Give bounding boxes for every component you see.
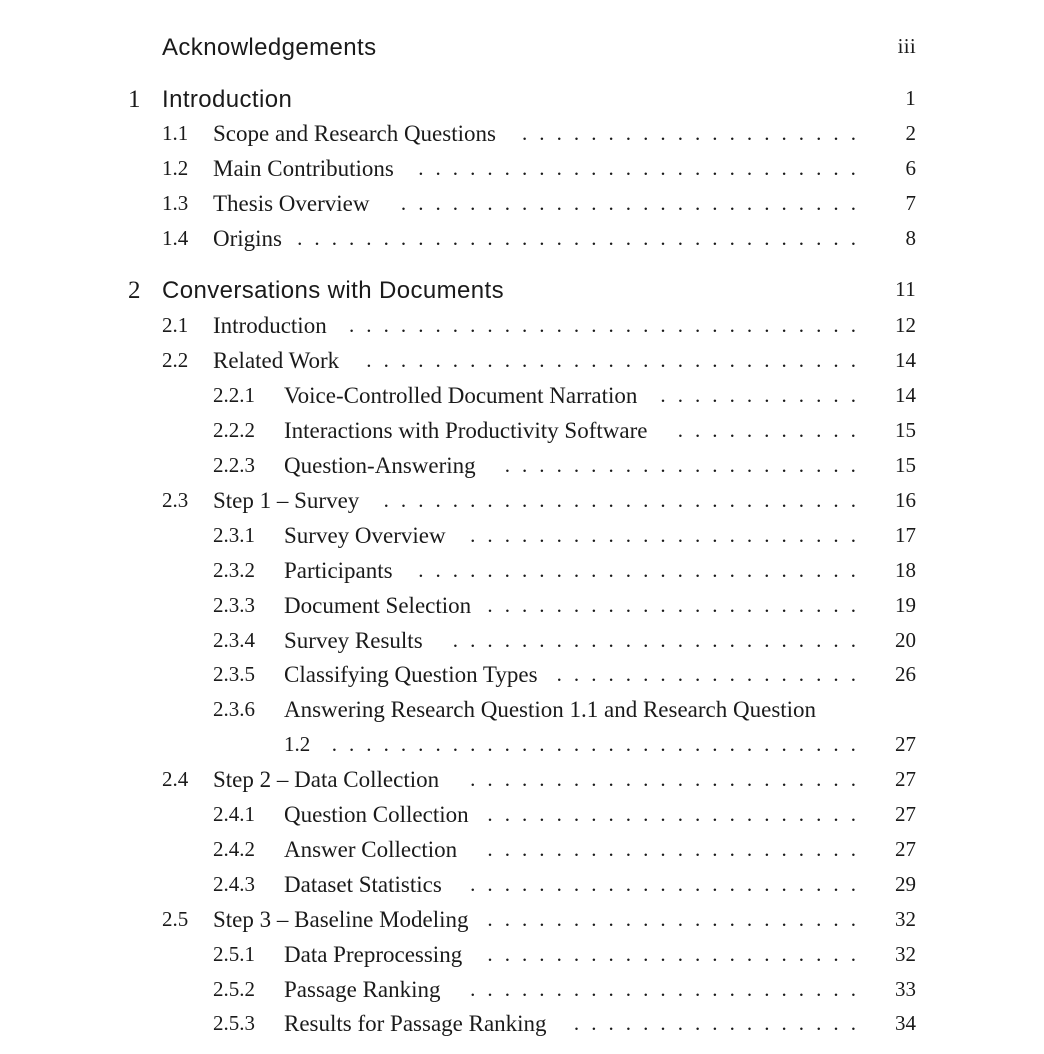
toc-entry-title: Introduction: [162, 86, 293, 113]
toc-section-entry[interactable]: [0, 156, 1044, 188]
toc-subsection-entry[interactable]: [0, 1011, 1044, 1043]
toc-subsection-entry[interactable]: [0, 802, 1044, 834]
toc-entry-page-number: 14: [895, 348, 916, 372]
toc-entry-number: 2.4.3: [213, 872, 255, 896]
toc-section-entry[interactable]: [0, 348, 1044, 380]
toc-dot-leader: ............................: [383, 488, 868, 512]
toc-entry-title: Passage Ranking: [284, 977, 441, 1002]
toc-dot-leader: ......................: [487, 907, 868, 931]
toc-entry-page-number: 29: [895, 872, 916, 896]
toc-entry-page-number: 33: [895, 977, 916, 1001]
toc-entry-number: 2.2.3: [213, 453, 255, 477]
toc-entry-page-number: 15: [895, 453, 916, 477]
toc-dot-leader: .................: [573, 1011, 868, 1035]
toc-entry-page-number: 19: [895, 593, 916, 617]
toc-entry-page-number: 32: [895, 942, 916, 966]
toc-entry-title: Conversations with Documents: [162, 277, 505, 304]
toc-entry-title: Survey Results: [284, 628, 423, 653]
toc-entry-title: Introduction: [213, 313, 327, 338]
toc-entry-number: 2.4.1: [213, 802, 255, 826]
toc-entry-title: Voice-Controlled Document Narration: [284, 383, 638, 408]
toc-dot-leader: ......................: [487, 802, 868, 826]
toc-entry-number: 2.2.1: [213, 383, 255, 407]
toc-subsection-entry[interactable]: [0, 977, 1044, 1009]
toc-dot-leader: ........................: [452, 628, 868, 652]
toc-entry-number: 1.3: [162, 191, 189, 215]
toc-dot-leader: ..............................: [349, 313, 868, 337]
toc-entry-page-number: 6: [905, 156, 916, 180]
toc-dot-leader: ...........: [677, 418, 868, 442]
toc-dot-leader: .......................: [470, 872, 868, 896]
toc-section-entry[interactable]: [0, 121, 1044, 153]
toc-entry-page-number: 26: [895, 662, 916, 686]
toc-dot-leader: ......................: [487, 837, 868, 861]
toc-entry-number: 2.4.2: [213, 837, 255, 861]
toc-entry-title: Related Work: [213, 348, 340, 373]
toc-dot-leader: ......................: [487, 942, 868, 966]
toc-entry-title: Data Preprocessing: [284, 942, 463, 967]
toc-subsection-entry[interactable]: [0, 383, 1044, 415]
toc-entry-title: Dataset Statistics: [284, 872, 442, 897]
toc-entry-title: Question-Answering: [284, 453, 476, 478]
toc-entry-page-number: 32: [895, 907, 916, 931]
toc-section-entry[interactable]: [0, 191, 1044, 223]
toc-entry-page-number: 15: [895, 418, 916, 442]
toc-entry-page-number: iii: [897, 34, 916, 58]
toc-entry-number: 2.5.1: [213, 942, 255, 966]
toc-entry-number: 2.5.3: [213, 1011, 255, 1035]
toc-entry-title: Answering Research Question 1.1 and Research Question: [284, 697, 817, 722]
toc-entry-number: 2.3: [162, 488, 189, 512]
toc-entry-number: 2.1: [162, 313, 189, 337]
toc-entry-page-number: 1: [905, 86, 916, 110]
toc-dot-leader: ....................: [522, 121, 868, 145]
toc-subsection-entry[interactable]: [0, 523, 1044, 555]
toc-chapter-entry[interactable]: [0, 86, 1044, 118]
toc-entry-page-number: 27: [895, 732, 916, 756]
toc-subsection-entry[interactable]: [0, 418, 1044, 450]
toc-entry-page-number: 27: [895, 767, 916, 791]
toc-section-entry[interactable]: [0, 226, 1044, 258]
toc-entry-page-number: 8: [905, 226, 916, 250]
toc-entry-page-number: 12: [895, 313, 916, 337]
toc-section-entry[interactable]: [0, 767, 1044, 799]
toc-entry-number: 1.2: [162, 156, 189, 180]
toc-entry-number: 2.3.6: [213, 697, 255, 721]
toc-section-entry[interactable]: [0, 907, 1044, 939]
toc-entry-title: Question Collection: [284, 802, 469, 827]
toc-chapter-entry[interactable]: [0, 277, 1044, 309]
toc-dot-leader: ...........................: [400, 191, 868, 215]
toc-entry-page-number: 34: [895, 1011, 916, 1035]
toc-subsection-entry[interactable]: [0, 662, 1044, 694]
toc-dot-leader: ......................: [487, 593, 868, 617]
toc-chapter-entry[interactable]: [0, 34, 1044, 66]
toc-entry-title: Scope and Research Questions: [213, 121, 496, 146]
toc-entry-page-number: 17: [895, 523, 916, 547]
toc-entry-title: Step 2 – Data Collection: [213, 767, 440, 792]
toc-entry-title: Acknowledgements: [162, 34, 377, 61]
toc-dot-leader: ..........................: [418, 558, 868, 582]
toc-entry-number: 1.1: [162, 121, 189, 145]
toc-entry-title: Participants: [284, 558, 393, 583]
toc-dot-leader: .............................: [366, 348, 868, 372]
toc-entry-page-number: 16: [895, 488, 916, 512]
toc-entry-number: 2.3.3: [213, 593, 255, 617]
toc-entry-number: 2.3.1: [213, 523, 255, 547]
toc-entry-page-number: 14: [895, 383, 916, 407]
toc-subsection-entry[interactable]: [0, 942, 1044, 974]
toc-entry-number: 2.3.2: [213, 558, 255, 582]
toc-entry-title: Document Selection: [284, 593, 472, 618]
toc-dot-leader: .......................: [470, 767, 868, 791]
toc-entry-page-number: 20: [895, 628, 916, 652]
toc-entry-number: 1.4: [162, 226, 189, 250]
toc-entry-title: Thesis Overview: [213, 191, 370, 216]
toc-entry-title: Step 1 – Survey: [213, 488, 360, 513]
toc-entry-title: Step 3 – Baseline Modeling: [213, 907, 469, 932]
toc-entry-number: 2.5.2: [213, 977, 255, 1001]
toc-subsection-entry[interactable]: [0, 732, 1044, 764]
toc-entry-page-number: 27: [895, 837, 916, 861]
toc-entry-title: Interactions with Productivity Software: [284, 418, 648, 443]
toc-subsection-entry[interactable]: [0, 593, 1044, 625]
toc-dot-leader: .....................: [504, 453, 868, 477]
toc-entry-page-number: 18: [895, 558, 916, 582]
toc-entry-number: 1: [128, 86, 141, 113]
toc-entry-page-number: 7: [905, 191, 916, 215]
toc-entry-page-number: 11: [895, 277, 916, 301]
toc-entry-title: Origins: [213, 226, 282, 251]
toc-subsection-entry[interactable]: [0, 628, 1044, 660]
toc-section-entry[interactable]: [0, 488, 1044, 520]
toc-entry-title: Answer Collection: [284, 837, 458, 862]
toc-entry-number: 2.3.4: [213, 628, 255, 652]
toc-entry-number: 2.2.2: [213, 418, 255, 442]
toc-dot-leader: .......................: [470, 977, 868, 1001]
toc-dot-leader: ..........................: [418, 156, 868, 180]
toc-section-entry[interactable]: [0, 313, 1044, 345]
toc-subsection-entry[interactable]: [0, 872, 1044, 904]
toc-entry-number: 2: [128, 277, 141, 304]
toc-entry-title: 1.2: [284, 732, 311, 756]
toc-entry-title: Survey Overview: [284, 523, 446, 548]
toc-dot-leader: ............: [660, 383, 868, 407]
toc-subsection-entry[interactable]: [0, 558, 1044, 590]
toc-entry-title: Main Contributions: [213, 156, 394, 181]
toc-entry-page-number: 2: [905, 121, 916, 145]
toc-entry-number: 2.5: [162, 907, 189, 931]
toc-dot-leader: ...............................: [331, 732, 868, 756]
toc-subsection-entry[interactable]: [0, 837, 1044, 869]
toc-entry-number: 2.4: [162, 767, 189, 791]
toc-entry-number: 2.3.5: [213, 662, 255, 686]
toc-subsection-entry[interactable]: [0, 697, 1044, 729]
toc-entry-page-number: 27: [895, 802, 916, 826]
toc-subsection-entry[interactable]: [0, 453, 1044, 485]
toc-entry-number: 2.2: [162, 348, 189, 372]
toc-dot-leader: .................................: [297, 226, 868, 250]
toc-entry-title: Results for Passage Ranking: [284, 1011, 547, 1036]
toc-entry-title: Classifying Question Types: [284, 662, 538, 687]
toc-dot-leader: ..................: [556, 662, 868, 686]
toc-dot-leader: .......................: [470, 523, 868, 547]
